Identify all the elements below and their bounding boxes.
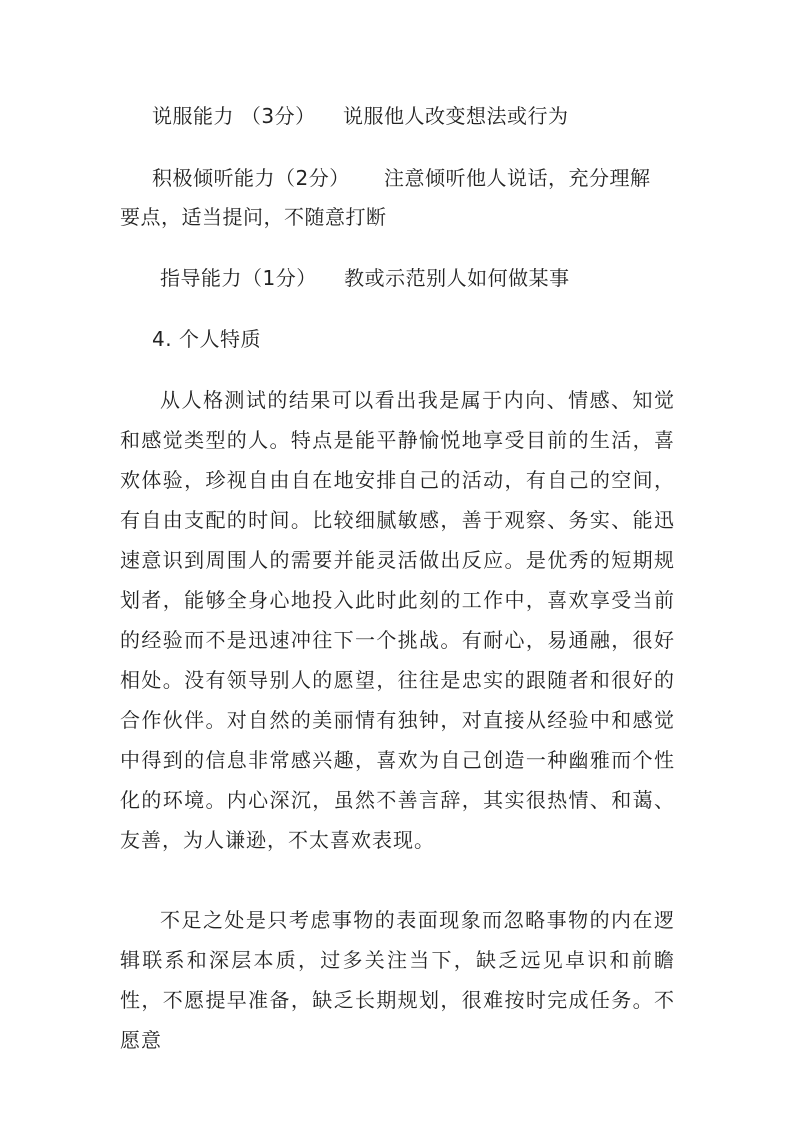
personality-paragraph: 从人格测试的结果可以看出我是属于内向、情感、知觉和感觉类型的人。特点是能平静愉悦地享受目前的生活，喜欢体验，珍视自由自在地安排自己的活动，有自己的空间，有自由支配的时间。比较细腻敏感，善于观察、务实、能迅速意识到周围人的需要并能灵活做出反应。是优秀的短期规划者，能够全身心地投入此时此刻的工作中，喜欢享受当前的经验而不是迅速冲往下一个挑战。有耐心，易通融，很好相处。没有领导别人的愿望，往往是忠实的跟随者和很好的合作伙伴。对自然的美丽情有独钟，对直接从经验中和感觉中得到的信息非常感兴趣，喜欢为自己创造一种幽雅而个性化的环境。内心深沉，虽然不善言辞，其实很热情、和蔼、友善，为人谦逊，不太喜欢表现。 xyxy=(120,388,675,852)
skill-line-instruction: 指导能力（1分） 教或示范别人如何做某事 xyxy=(160,266,570,290)
weakness-paragraph: 不足之处是只考虑事物的表面现象而忽略事物的内在逻辑联系和深层本质，过多关注当下，缺乏远见卓识和前瞻性，不愿提早准备，缺乏长期规划，很难按时完成任务。不愿意 xyxy=(120,908,675,1052)
skill-line-active-listening-continued: 要点，适当提问，不随意打断 xyxy=(120,205,387,229)
skill-line-persuasion: 说服能力 （3分） 说服他人改变想法或行为 xyxy=(152,104,569,128)
section-heading: 4. 个人特质 xyxy=(152,327,261,351)
skill-line-active-listening: 积极倾听能力（2分） 注意倾听他人说话，充分理解 xyxy=(152,166,651,190)
